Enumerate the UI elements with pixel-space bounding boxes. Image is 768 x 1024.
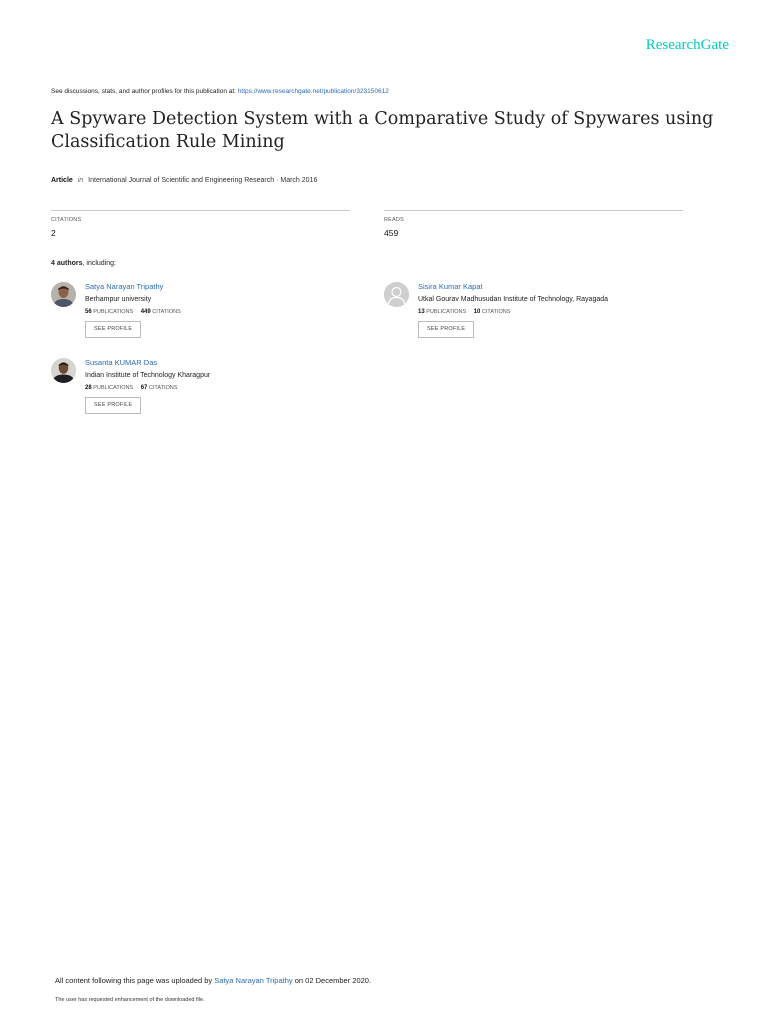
citations-value: 2 <box>51 228 56 238</box>
author-institution: Indian Institute of Technology Kharagpur <box>85 372 211 379</box>
author-citations-label: CITATIONS <box>481 309 511 315</box>
author-publications-count: 56 <box>85 309 92 315</box>
reads-value: 459 <box>384 228 399 238</box>
see-profile-button[interactable]: SEE PROFILE <box>85 321 141 338</box>
reads-label: READS <box>384 217 404 223</box>
author-avatar[interactable] <box>384 282 409 307</box>
researchgate-logo[interactable]: ResearchGate <box>645 37 729 53</box>
author-citations-count: 449 <box>140 309 151 315</box>
see-profile-button[interactable]: SEE PROFILE <box>85 397 141 414</box>
author-stats <box>418 309 608 315</box>
author-institution: Utkal Gourav Madhusudan Institute of Technology, Rayagada <box>418 296 609 303</box>
uploader-link[interactable]: Satya Narayan Tripathy <box>214 976 293 985</box>
article-type: Article <box>51 177 73 184</box>
article-meta <box>51 177 317 184</box>
author-name-link[interactable]: Susanta KUMAR Das <box>85 358 158 367</box>
author-stats <box>85 309 181 315</box>
author-name-link[interactable]: Sisira Kumar Kapat <box>418 282 483 291</box>
article-venue-date: International Journal of Scientific and Engineering Research · March 2016 <box>88 177 318 184</box>
upload-suffix: on 02 December 2020. <box>294 976 372 985</box>
author-institution: Berhampur university <box>85 296 152 303</box>
author-avatar[interactable] <box>51 358 76 383</box>
author-publications-count: 28 <box>85 385 92 391</box>
upload-notice <box>55 976 371 985</box>
author-citations-count: 10 <box>473 309 481 315</box>
author-name-link[interactable]: Satya Narayan Tripathy <box>85 282 164 291</box>
author-publications-count: 13 <box>418 309 425 315</box>
person-photo-icon <box>51 282 76 307</box>
authors-suffix: , including: <box>82 260 116 267</box>
authors-count: 4 authors <box>51 260 83 267</box>
author-citations-count: 67 <box>140 385 148 391</box>
article-in-word: in <box>77 177 84 184</box>
citations-label: CITATIONS <box>51 217 82 223</box>
author-publications-label: PUBLICATIONS <box>93 309 134 315</box>
author-stats <box>85 385 210 391</box>
publication-url-link[interactable]: https://www.researchgate.net/publication/323150612 <box>237 88 389 95</box>
author-publications-label: PUBLICATIONS <box>426 309 467 315</box>
author-avatar[interactable] <box>51 282 76 307</box>
see-profile-button[interactable]: SEE PROFILE <box>418 321 474 338</box>
discussion-prefix: See discussions, stats, and author profiles for this publication at: <box>51 88 236 95</box>
authors-heading <box>51 260 116 267</box>
reads-divider <box>384 210 683 211</box>
author-citations-label: CITATIONS <box>152 309 181 315</box>
default-user-icon <box>384 282 409 307</box>
discussion-line <box>51 88 389 95</box>
article-title: A Spyware Detection System with a Comparative Study of Spywares using Classification Rule Mining <box>51 109 714 152</box>
upload-prefix: All content following this page was uploaded by <box>55 976 213 985</box>
citations-divider <box>51 210 350 211</box>
author-citations-label: CITATIONS <box>148 385 178 391</box>
person-photo-icon <box>51 358 76 383</box>
author-publications-label: PUBLICATIONS <box>93 385 134 391</box>
enhancement-note: The user has requested enhancement of the downloaded file. <box>55 997 205 1003</box>
